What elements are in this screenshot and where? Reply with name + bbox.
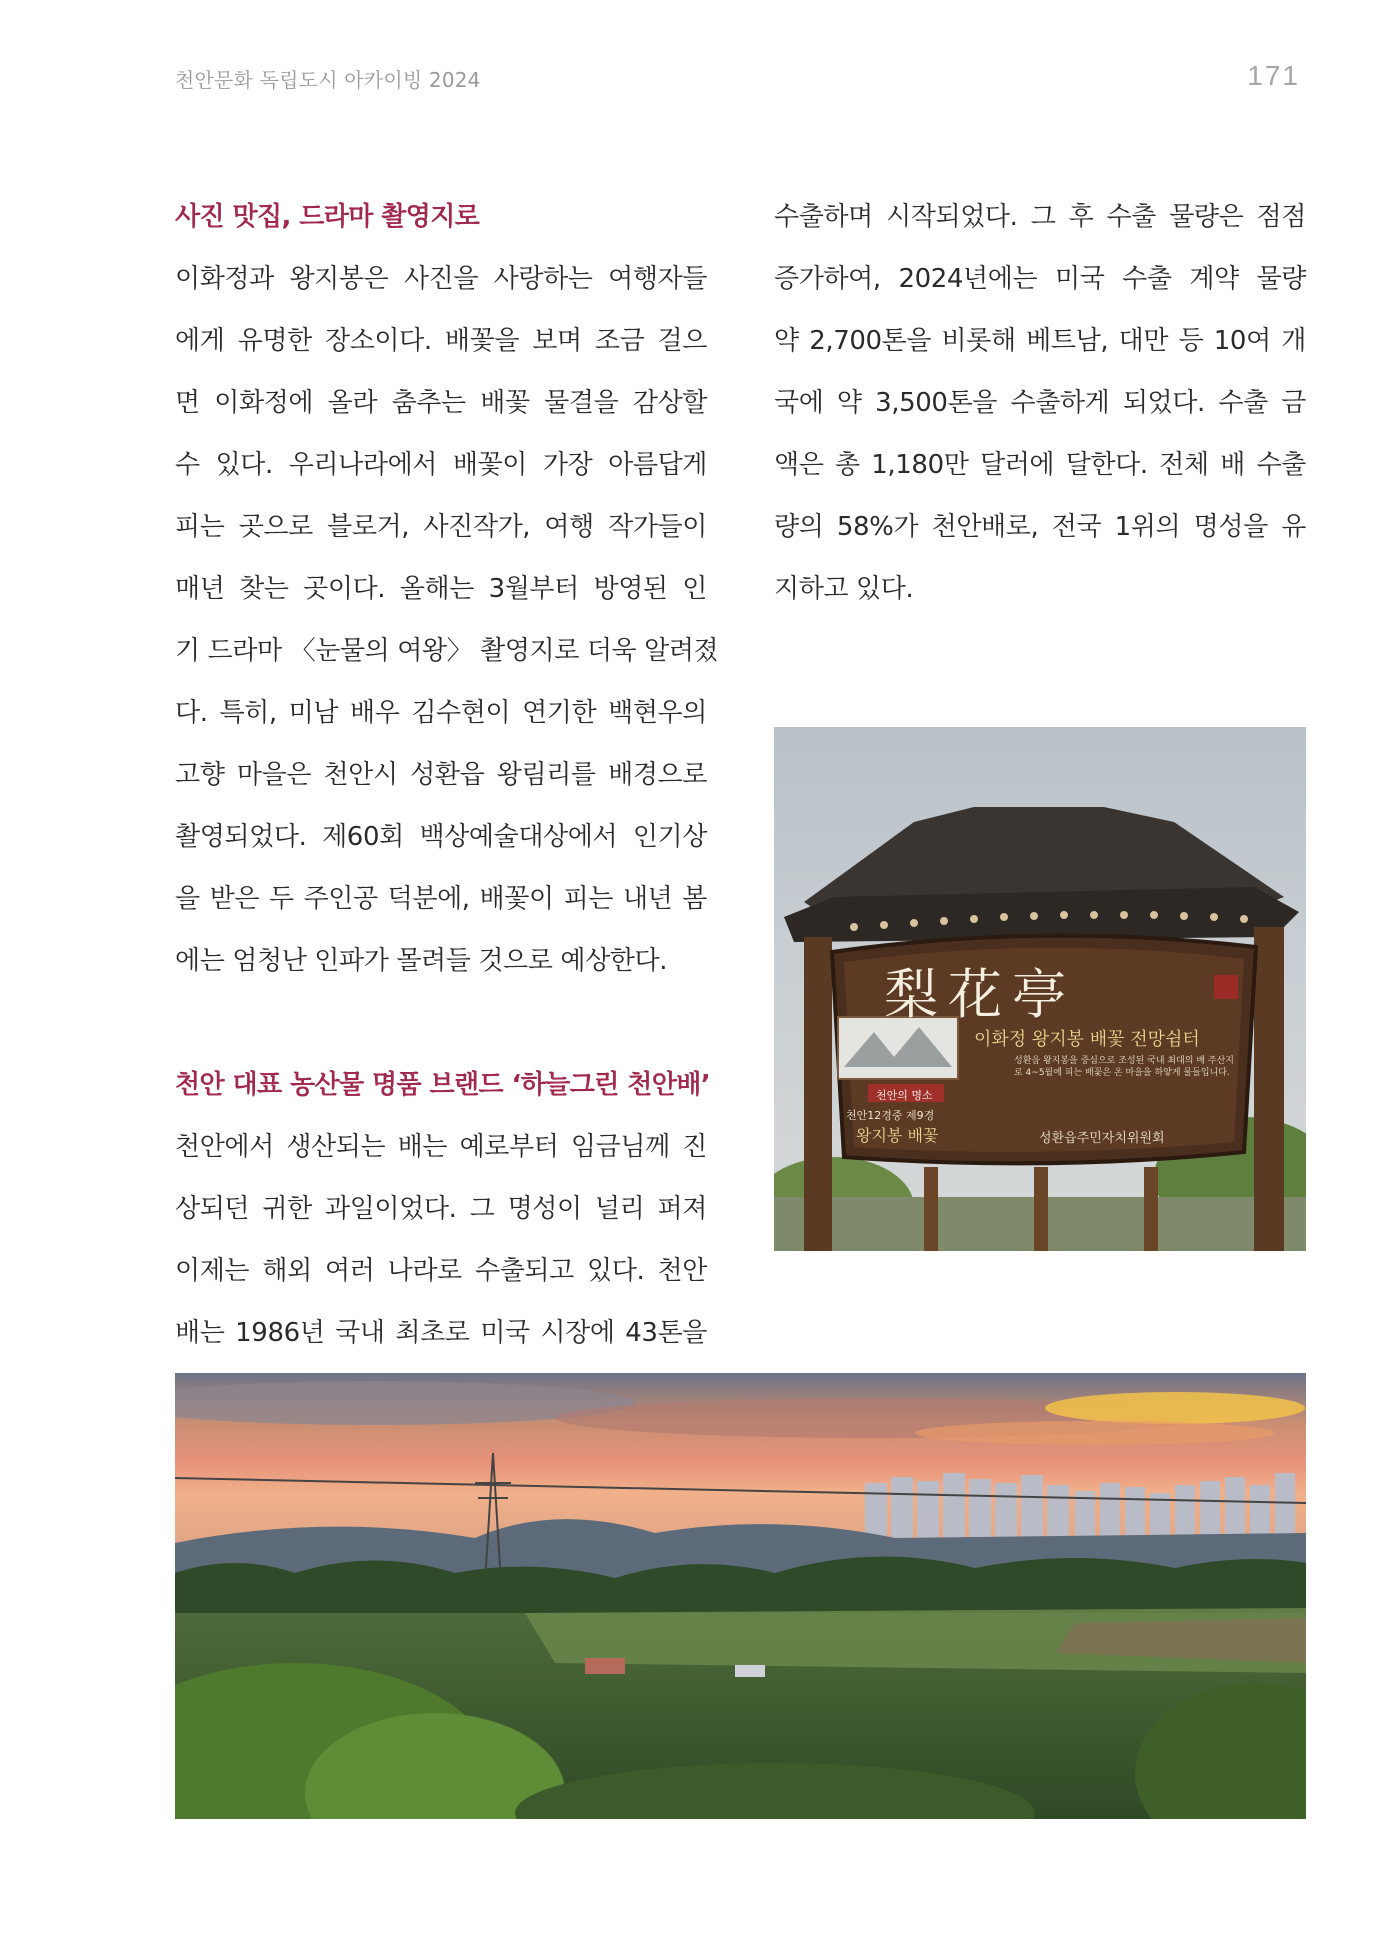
pavilion-sign-photo [774,727,1306,1251]
body-line: 증가하여, 2024년에는 미국 수출 계약 물량 [774,264,1306,294]
sign-organization: 성환읍주민자치위원회 [1039,1131,1165,1146]
left-column [175,186,719,1364]
right-column [774,186,1306,620]
body-line: 국에 약 3,500톤을 수출하게 되었다. 수출 금 [774,388,1306,418]
body-line: 에게 유명한 장소이다. 배꽃을 보며 조금 걸으 [175,326,707,356]
sign-place-name: 왕지봉 배꽃 [856,1126,939,1145]
body-line: 상되던 귀한 과일이었다. 그 명성이 널리 퍼져 [175,1194,707,1224]
body-line: 량의 58%가 천안배로, 전국 1위의 명성을 유 [774,512,1306,542]
sign-hanja-title: 梨花亭 [884,963,1076,1026]
body-line: 수출하며 시작되었다. 그 후 수출 물량은 점점 [774,202,1306,232]
sign-badge: 천안의 명소 [876,1089,933,1102]
body-line: 고향 마을은 천안시 성환읍 왕림리를 배경으로 [175,760,707,790]
body-line: 지하고 있다. [774,574,914,604]
body-line: 약 2,700톤을 비롯해 베트남, 대만 등 10여 개 [774,326,1306,356]
running-header-title: 천안문화 독립도시 아카이빙 2024 [175,68,481,92]
body-line: 배는 1986년 국내 최초로 미국 시장에 43톤을 [175,1318,707,1348]
section-heading-pear-brand: 천안 대표 농산물 명품 브랜드 ‘하늘그린 천안배’ [175,1070,711,1100]
sign-subtitle: 이화정 왕지봉 배꽃 전망쉼터 [974,1029,1200,1050]
body-line: 촬영되었다. 제60회 백상예술대상에서 인기상 [175,822,707,852]
page-number: 171 [1247,60,1300,91]
orchard-sunset-photo [175,1373,1306,1819]
section-heading-photo-spot: 사진 맛집, 드라마 촬영지로 [175,202,480,232]
body-line: 기 드라마 〈눈물의 여왕〉 촬영지로 더욱 알려졌 [175,636,719,666]
body-line: 을 받은 두 주인공 덕분에, 배꽃이 피는 내년 봄 [175,884,707,914]
body-line: 매년 찾는 곳이다. 올해는 3월부터 방영된 인 [175,574,707,604]
sign-description: 성환읍 왕지봉을 중심으로 조성된 국내 최대의 배 주산지로 4~5월에 피는 배꽃은 온 마을을 하얗게 물들입니다. [1014,1056,1234,1078]
body-line: 면 이화정에 올라 춤추는 배꽃 물결을 감상할 [175,388,707,418]
body-line: 액은 총 1,180만 달러에 달한다. 전체 배 수출 [774,450,1306,480]
body-line: 수 있다. 우리나라에서 배꽃이 가장 아름답게 [175,450,707,480]
body-line: 다. 특히, 미남 배우 김수현이 연기한 백현우의 [175,698,707,728]
body-line: 피는 곳으로 블로거, 사진작가, 여행 작가들이 [175,512,707,542]
body-line: 이화정과 왕지봉은 사진을 사랑하는 여행자들 [175,264,707,294]
body-line: 에는 엄청난 인파가 몰려들 것으로 예상한다. [175,946,668,976]
body-line: 이제는 해외 여러 나라로 수출되고 있다. 천안 [175,1256,707,1286]
sign-scenic-spot: 천안12경중 제9경 [846,1109,935,1122]
body-line: 천안에서 생산되는 배는 예로부터 임금님께 진 [175,1132,707,1162]
